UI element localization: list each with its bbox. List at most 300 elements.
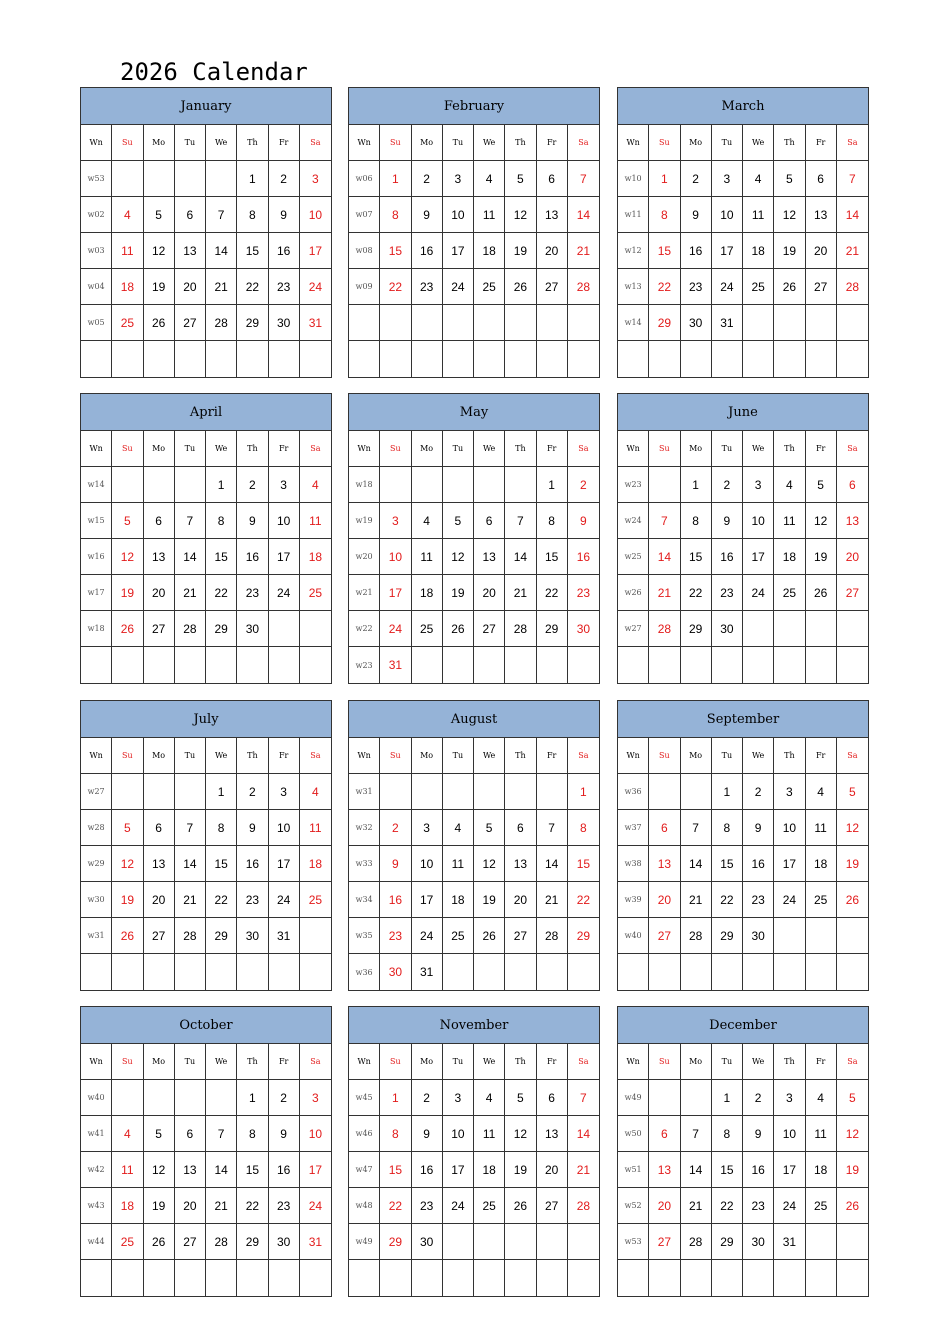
day-cell: 19 (806, 539, 837, 575)
week-number: w38 (618, 846, 649, 882)
day-cell: 12 (806, 503, 837, 539)
day-cell: 20 (505, 882, 536, 918)
weekday-header: Th (774, 738, 805, 774)
day-cell: 18 (743, 233, 774, 269)
week-number: w03 (81, 233, 112, 269)
weekday-header: Su (112, 125, 143, 161)
day-cell: 15 (712, 1152, 743, 1188)
day-cell (474, 1224, 505, 1260)
day-cell (175, 161, 206, 197)
day-cell: 22 (206, 882, 237, 918)
day-cell: 15 (712, 846, 743, 882)
month-days-grid (81, 125, 331, 377)
day-cell: 18 (412, 575, 443, 611)
weekday-header: Su (649, 738, 680, 774)
day-cell: 30 (269, 1224, 300, 1260)
weekday-header: Tu (175, 431, 206, 467)
day-cell: 28 (537, 918, 568, 954)
day-cell (681, 1080, 712, 1116)
day-cell (537, 1260, 568, 1296)
day-cell: 2 (412, 1080, 443, 1116)
day-cell: 27 (537, 269, 568, 305)
day-cell (837, 647, 868, 683)
week-number: w51 (618, 1152, 649, 1188)
day-cell (681, 1260, 712, 1296)
day-cell: 7 (206, 1116, 237, 1152)
month-june (617, 393, 869, 684)
day-cell: 17 (269, 846, 300, 882)
day-cell: 3 (743, 467, 774, 503)
weekday-header: Sa (837, 431, 868, 467)
day-cell (712, 647, 743, 683)
week-number: w27 (81, 774, 112, 810)
day-cell: 19 (505, 233, 536, 269)
month-october (80, 1006, 332, 1297)
day-cell: 14 (537, 846, 568, 882)
day-cell: 13 (649, 846, 680, 882)
weekday-header: Fr (537, 1044, 568, 1080)
week-number: w41 (81, 1116, 112, 1152)
day-cell: 14 (837, 197, 868, 233)
day-cell: 2 (237, 774, 268, 810)
day-cell: 20 (649, 882, 680, 918)
day-cell: 3 (380, 503, 411, 539)
weekday-header: Sa (837, 738, 868, 774)
week-number: w31 (349, 774, 380, 810)
day-cell (743, 954, 774, 990)
day-cell: 20 (144, 882, 175, 918)
day-cell (206, 647, 237, 683)
month-days-grid (618, 738, 868, 990)
day-cell: 26 (505, 1188, 536, 1224)
week-number: w43 (81, 1188, 112, 1224)
day-cell: 10 (774, 1116, 805, 1152)
day-cell (443, 954, 474, 990)
day-cell: 17 (443, 1152, 474, 1188)
day-cell: 29 (712, 1224, 743, 1260)
day-cell (806, 341, 837, 377)
day-cell (144, 774, 175, 810)
day-cell: 21 (568, 1152, 599, 1188)
weekday-header: Fr (806, 1044, 837, 1080)
day-cell (112, 161, 143, 197)
day-cell: 11 (743, 197, 774, 233)
day-cell: 15 (649, 233, 680, 269)
week-number: w14 (618, 305, 649, 341)
day-cell: 15 (537, 539, 568, 575)
weekday-header: Fr (806, 431, 837, 467)
week-number: w10 (618, 161, 649, 197)
weekday-header: Su (380, 1044, 411, 1080)
week-number: w20 (349, 539, 380, 575)
day-cell (568, 954, 599, 990)
weekday-header: Sa (568, 738, 599, 774)
weekday-header: Sa (300, 125, 331, 161)
day-cell: 2 (269, 1080, 300, 1116)
weekday-header: Fr (806, 125, 837, 161)
week-number: w18 (81, 611, 112, 647)
day-cell: 15 (380, 1152, 411, 1188)
day-cell (144, 341, 175, 377)
day-cell: 2 (412, 161, 443, 197)
week-number: w08 (349, 233, 380, 269)
day-cell: 13 (474, 539, 505, 575)
day-cell (837, 305, 868, 341)
day-cell: 25 (474, 269, 505, 305)
day-cell (380, 341, 411, 377)
day-cell: 19 (112, 882, 143, 918)
day-cell: 11 (300, 503, 331, 539)
day-cell: 18 (443, 882, 474, 918)
week-number: w31 (81, 918, 112, 954)
day-cell: 4 (412, 503, 443, 539)
day-cell: 12 (505, 197, 536, 233)
day-cell (743, 647, 774, 683)
day-cell: 12 (144, 233, 175, 269)
day-cell: 3 (443, 1080, 474, 1116)
day-cell (568, 1260, 599, 1296)
day-cell: 7 (837, 161, 868, 197)
month-name: July (81, 701, 331, 738)
day-cell (806, 305, 837, 341)
day-cell: 4 (112, 1116, 143, 1152)
day-cell (474, 647, 505, 683)
day-cell: 3 (774, 774, 805, 810)
day-cell: 27 (837, 575, 868, 611)
weekday-header: Sa (837, 1044, 868, 1080)
day-cell: 20 (837, 539, 868, 575)
day-cell: 16 (712, 539, 743, 575)
day-cell: 20 (175, 1188, 206, 1224)
weekday-header: Sa (568, 125, 599, 161)
weekday-header: Th (774, 431, 805, 467)
day-cell: 10 (774, 810, 805, 846)
day-cell: 19 (112, 575, 143, 611)
day-cell (537, 305, 568, 341)
day-cell (505, 1260, 536, 1296)
weekday-header: Sa (300, 1044, 331, 1080)
day-cell (837, 341, 868, 377)
day-cell (681, 954, 712, 990)
day-cell: 25 (112, 305, 143, 341)
day-cell: 23 (712, 575, 743, 611)
day-cell: 8 (537, 503, 568, 539)
day-cell: 18 (806, 846, 837, 882)
day-cell (300, 918, 331, 954)
day-cell: 5 (443, 503, 474, 539)
week-number: w05 (81, 305, 112, 341)
day-cell: 22 (206, 575, 237, 611)
day-cell (774, 647, 805, 683)
weekday-header: Th (774, 1044, 805, 1080)
weekday-header: Mo (412, 431, 443, 467)
day-cell (412, 305, 443, 341)
day-cell: 24 (712, 269, 743, 305)
weekday-header: Su (380, 431, 411, 467)
day-cell: 25 (774, 575, 805, 611)
week-number: w37 (618, 810, 649, 846)
day-cell: 7 (568, 161, 599, 197)
day-cell: 22 (380, 1188, 411, 1224)
day-cell: 14 (681, 846, 712, 882)
day-cell: 12 (112, 539, 143, 575)
day-cell (269, 611, 300, 647)
day-cell: 26 (505, 269, 536, 305)
week-number: w48 (349, 1188, 380, 1224)
day-cell (743, 341, 774, 377)
day-cell: 8 (712, 1116, 743, 1152)
day-cell: 18 (806, 1152, 837, 1188)
day-cell: 29 (206, 918, 237, 954)
day-cell: 28 (568, 269, 599, 305)
week-number: w12 (618, 233, 649, 269)
day-cell: 19 (837, 1152, 868, 1188)
day-cell: 4 (112, 197, 143, 233)
weekday-header: We (206, 1044, 237, 1080)
weekday-header: Fr (806, 738, 837, 774)
week-number: w53 (618, 1224, 649, 1260)
day-cell (474, 774, 505, 810)
day-cell (269, 1260, 300, 1296)
month-days-grid (349, 1044, 599, 1296)
day-cell: 23 (568, 575, 599, 611)
day-cell: 30 (743, 918, 774, 954)
day-cell: 31 (300, 305, 331, 341)
day-cell: 21 (175, 575, 206, 611)
day-cell: 8 (712, 810, 743, 846)
day-cell: 19 (774, 233, 805, 269)
weekday-header: Fr (269, 1044, 300, 1080)
day-cell: 14 (175, 846, 206, 882)
day-cell (505, 774, 536, 810)
day-cell (237, 1260, 268, 1296)
month-name: December (618, 1007, 868, 1044)
day-cell (568, 1224, 599, 1260)
day-cell: 23 (681, 269, 712, 305)
day-cell (175, 954, 206, 990)
day-cell: 6 (144, 503, 175, 539)
month-september (617, 700, 869, 991)
day-cell (837, 918, 868, 954)
day-cell: 12 (837, 1116, 868, 1152)
weekday-header: Su (649, 431, 680, 467)
day-cell: 25 (300, 882, 331, 918)
day-cell: 30 (712, 611, 743, 647)
weekday-header: Mo (144, 431, 175, 467)
week-number (81, 954, 112, 990)
day-cell: 12 (837, 810, 868, 846)
day-cell: 29 (649, 305, 680, 341)
day-cell: 11 (474, 197, 505, 233)
day-cell: 27 (649, 1224, 680, 1260)
day-cell: 30 (412, 1224, 443, 1260)
weekday-header: Su (380, 125, 411, 161)
day-cell: 25 (806, 882, 837, 918)
day-cell: 13 (537, 197, 568, 233)
day-cell (112, 467, 143, 503)
week-number: w36 (618, 774, 649, 810)
day-cell (712, 1260, 743, 1296)
day-cell: 3 (269, 467, 300, 503)
day-cell (681, 341, 712, 377)
day-cell: 17 (743, 539, 774, 575)
day-cell (112, 1080, 143, 1116)
weekday-header: Fr (537, 125, 568, 161)
week-number: w49 (618, 1080, 649, 1116)
month-name: February (349, 88, 599, 125)
day-cell: 2 (681, 161, 712, 197)
weekday-header: We (743, 125, 774, 161)
day-cell (300, 954, 331, 990)
day-cell: 28 (649, 611, 680, 647)
day-cell: 23 (269, 269, 300, 305)
day-cell (380, 467, 411, 503)
day-cell: 2 (712, 467, 743, 503)
day-cell: 29 (380, 1224, 411, 1260)
day-cell: 25 (443, 918, 474, 954)
day-cell: 1 (649, 161, 680, 197)
day-cell (774, 341, 805, 377)
day-cell: 9 (269, 1116, 300, 1152)
day-cell: 20 (474, 575, 505, 611)
day-cell: 21 (681, 882, 712, 918)
weekday-header: We (743, 431, 774, 467)
day-cell: 2 (269, 161, 300, 197)
day-cell: 21 (568, 233, 599, 269)
week-number: w29 (81, 846, 112, 882)
day-cell (712, 954, 743, 990)
day-cell: 1 (206, 467, 237, 503)
day-cell: 23 (269, 1188, 300, 1224)
weekday-header: Su (380, 738, 411, 774)
day-cell: 17 (412, 882, 443, 918)
weekday-header: Th (505, 431, 536, 467)
day-cell (712, 341, 743, 377)
day-cell: 25 (112, 1224, 143, 1260)
day-cell (806, 1260, 837, 1296)
day-cell: 3 (412, 810, 443, 846)
day-cell: 22 (712, 1188, 743, 1224)
day-cell: 7 (681, 1116, 712, 1152)
day-cell: 7 (206, 197, 237, 233)
weekday-header: Tu (712, 738, 743, 774)
week-number: w47 (349, 1152, 380, 1188)
day-cell: 20 (537, 1152, 568, 1188)
day-cell: 28 (175, 611, 206, 647)
weekday-header: We (743, 1044, 774, 1080)
day-cell: 12 (443, 539, 474, 575)
day-cell: 1 (537, 467, 568, 503)
weekday-header: We (474, 1044, 505, 1080)
day-cell: 2 (237, 467, 268, 503)
day-cell: 10 (269, 503, 300, 539)
day-cell (412, 647, 443, 683)
day-cell: 5 (474, 810, 505, 846)
day-cell: 30 (237, 918, 268, 954)
day-cell: 14 (206, 233, 237, 269)
week-number: w07 (349, 197, 380, 233)
day-cell: 5 (112, 810, 143, 846)
day-cell: 24 (269, 575, 300, 611)
week-number: w23 (349, 647, 380, 683)
day-cell (774, 954, 805, 990)
day-cell: 3 (269, 774, 300, 810)
day-cell (144, 647, 175, 683)
day-cell: 13 (649, 1152, 680, 1188)
day-cell (175, 1080, 206, 1116)
week-number: w22 (349, 611, 380, 647)
day-cell (300, 1260, 331, 1296)
weekday-header: Tu (175, 738, 206, 774)
weekday-header: Su (112, 431, 143, 467)
week-number: w35 (349, 918, 380, 954)
day-cell: 16 (743, 846, 774, 882)
day-cell (412, 467, 443, 503)
day-cell: 31 (269, 918, 300, 954)
day-cell: 16 (269, 233, 300, 269)
day-cell (443, 467, 474, 503)
day-cell: 18 (300, 846, 331, 882)
day-cell (206, 954, 237, 990)
day-cell (505, 467, 536, 503)
day-cell (474, 341, 505, 377)
month-name: October (81, 1007, 331, 1044)
day-cell: 16 (412, 1152, 443, 1188)
day-cell: 7 (681, 810, 712, 846)
week-number (81, 1260, 112, 1296)
day-cell (537, 1224, 568, 1260)
day-cell (806, 954, 837, 990)
day-cell: 25 (412, 611, 443, 647)
day-cell: 6 (505, 810, 536, 846)
day-cell: 21 (537, 882, 568, 918)
weekday-header: Wn (349, 738, 380, 774)
day-cell: 4 (443, 810, 474, 846)
day-cell: 30 (237, 611, 268, 647)
day-cell: 13 (806, 197, 837, 233)
day-cell: 19 (144, 269, 175, 305)
day-cell (806, 647, 837, 683)
week-number: w52 (618, 1188, 649, 1224)
day-cell (681, 774, 712, 810)
day-cell: 3 (300, 161, 331, 197)
month-days-grid (618, 1044, 868, 1296)
day-cell: 22 (568, 882, 599, 918)
week-number (618, 954, 649, 990)
week-number: w28 (81, 810, 112, 846)
day-cell: 8 (380, 1116, 411, 1152)
day-cell: 28 (568, 1188, 599, 1224)
day-cell: 30 (681, 305, 712, 341)
week-number: w26 (618, 575, 649, 611)
day-cell: 1 (712, 1080, 743, 1116)
day-cell: 16 (269, 1152, 300, 1188)
day-cell: 7 (175, 810, 206, 846)
month-days-grid (349, 738, 599, 990)
week-number (349, 305, 380, 341)
day-cell: 30 (380, 954, 411, 990)
day-cell: 9 (568, 503, 599, 539)
day-cell: 26 (112, 918, 143, 954)
month-days-grid (81, 738, 331, 990)
day-cell (175, 1260, 206, 1296)
weekday-header: We (206, 125, 237, 161)
week-number: w13 (618, 269, 649, 305)
weekday-header: Tu (175, 1044, 206, 1080)
day-cell: 9 (743, 810, 774, 846)
week-number: w11 (618, 197, 649, 233)
week-number: w39 (618, 882, 649, 918)
